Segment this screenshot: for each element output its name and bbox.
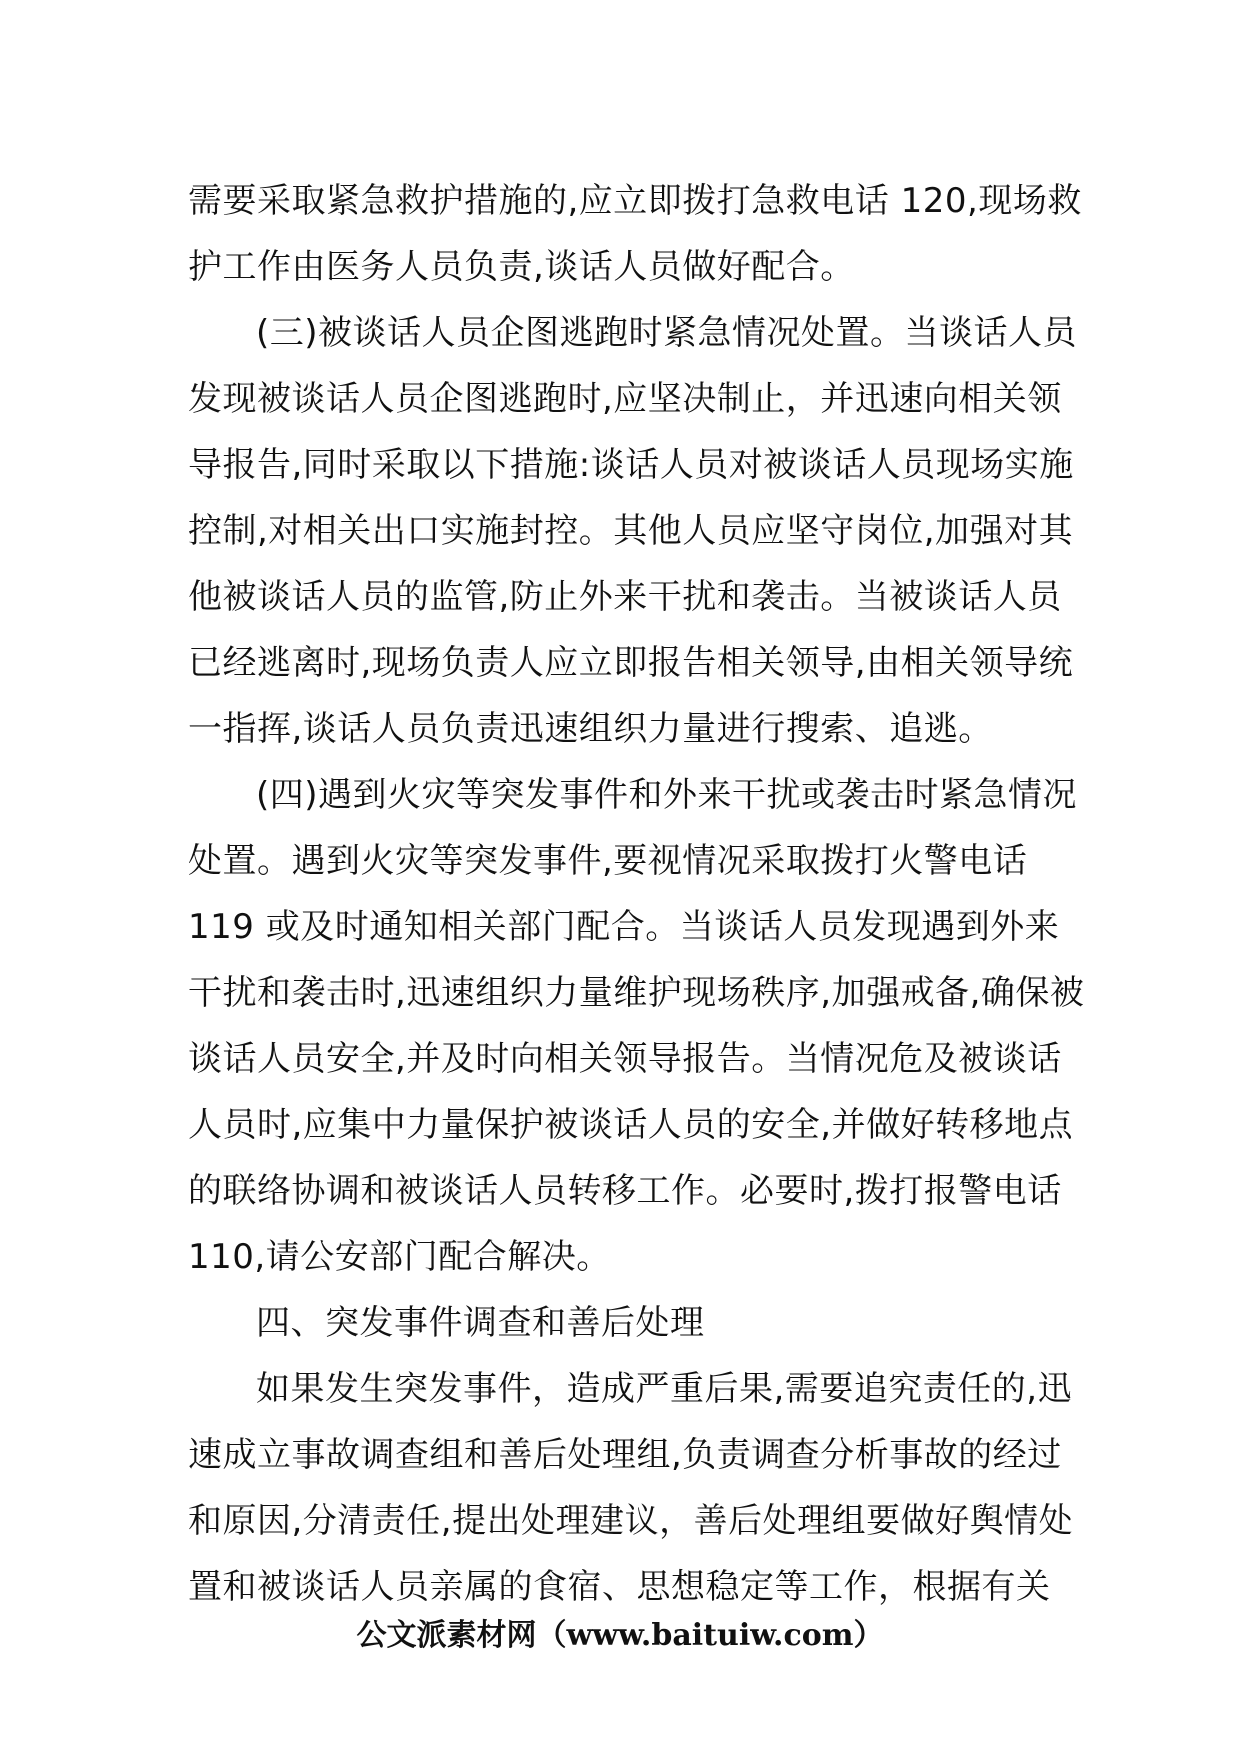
text-line: 发现被谈话人员企图逃跑时,应坚决制止，并迅速向相关领	[188, 379, 1062, 419]
text-line: 处置。遇到火灾等突发事件,要视情况采取拨打火警电话	[188, 841, 1028, 881]
text-line: 110,请公安部门配合解决。	[188, 1237, 611, 1277]
text-line: 119 或及时通知相关部门配合。当谈话人员发现遇到外来	[188, 907, 1060, 947]
text-line: 速成立事故调查组和善后处理组,负责调查分析事故的经过	[188, 1435, 1062, 1475]
text-line: 人员时,应集中力量保护被谈话人员的安全,并做好转移地点	[188, 1105, 1074, 1145]
text-line: 的联络协调和被谈话人员转移工作。必要时,拨打报警电话	[188, 1171, 1062, 1211]
text-line: 谈话人员安全,并及时向相关领导报告。当情况危及被谈话	[188, 1039, 1062, 1079]
text-line: 置和被谈话人员亲属的食宿、思想稳定等工作，根据有关	[188, 1567, 1051, 1607]
chapter-heading: 四、突发事件调查和善后处理	[256, 1303, 705, 1343]
document-body	[188, 168, 1085, 1620]
text-line: 一指挥,谈话人员负责迅速组织力量进行搜索、追逃。	[188, 709, 993, 749]
text-line: 已经逃离时,现场负责人应立即报告相关领导,由相关领导统	[188, 643, 1074, 683]
text-line: 导报告,同时采取以下措施:谈话人员对被谈话人员现场实施	[188, 445, 1074, 485]
text-line: 和原因,分清责任,提出处理建议，善后处理组要做好舆情处	[188, 1501, 1074, 1541]
footer-watermark: 公文派素材网（www.baituiw.com）	[356, 1618, 884, 1653]
section-heading-4: (四)遇到火灾等突发事件和外来干扰或袭击时紧急情况	[256, 775, 1078, 815]
text-line: 干扰和袭击时,迅速组织力量维护现场秩序,加强戒备,确保被	[188, 973, 1085, 1013]
section-heading-3: (三)被谈话人员企图逃跑时紧急情况处置。当谈话人员	[256, 313, 1078, 353]
text-line: 他被谈话人员的监管,防止外来干扰和袭击。当被谈话人员	[188, 577, 1062, 617]
text-line: 控制,对相关出口实施封控。其他人员应坚守岗位,加强对其	[188, 511, 1074, 551]
text-line: 护工作由医务人员负责,谈话人员做好配合。	[188, 247, 855, 287]
paragraph-start: 如果发生突发事件，造成严重后果,需要追究责任的,迅	[256, 1369, 1073, 1409]
text-line: 需要采取紧急救护措施的,应立即拨打急救电话 120,现场救	[188, 181, 1082, 221]
